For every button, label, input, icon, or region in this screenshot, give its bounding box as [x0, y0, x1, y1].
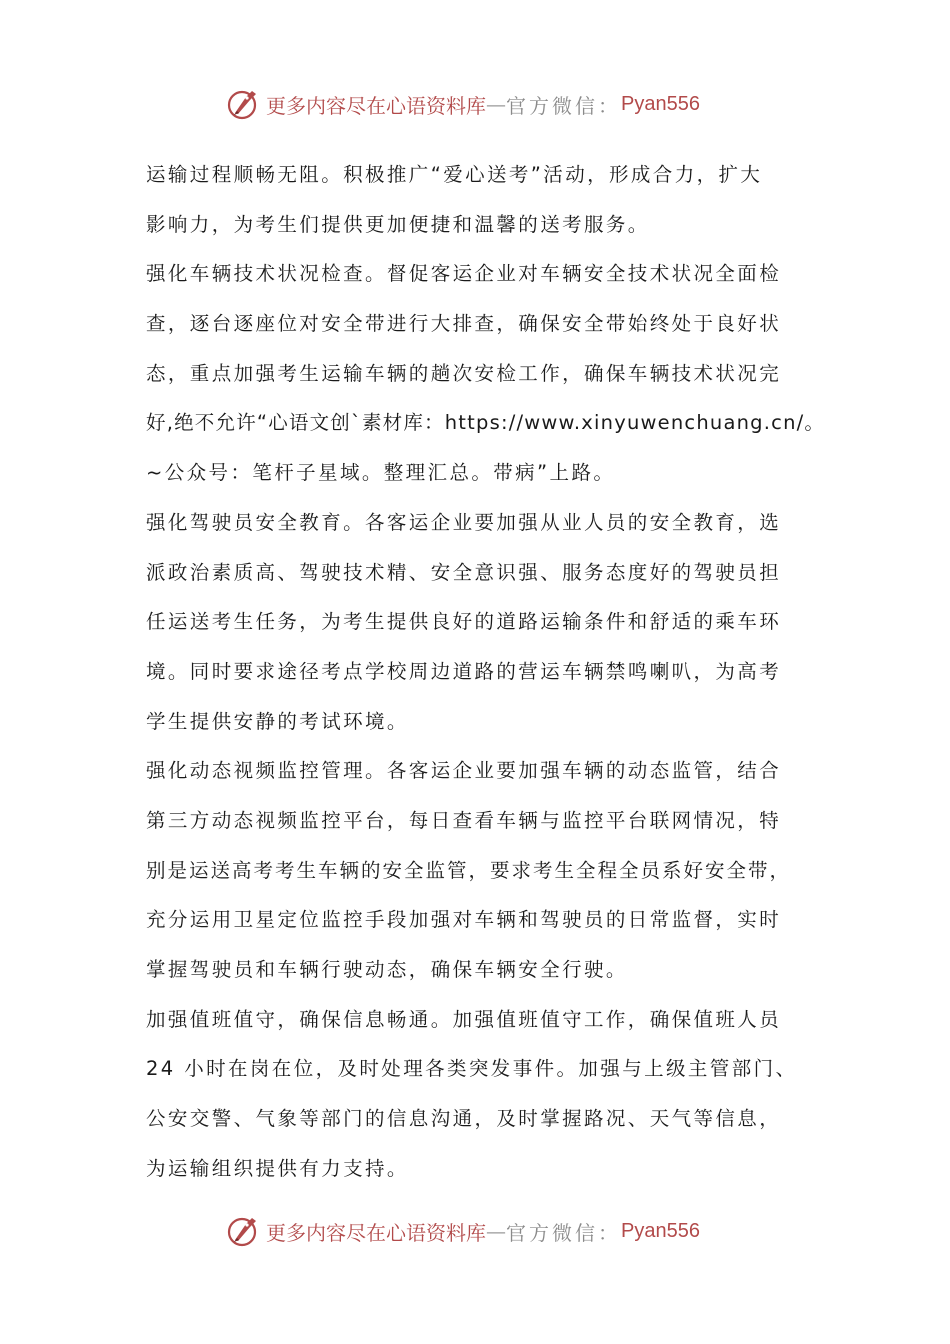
text-line: 充分运用卫星定位监控手段加强对车辆和驾驶员的日常监督，实时	[146, 908, 782, 932]
text-line: 学生提供安静的考试环境。	[146, 709, 409, 733]
text-line: 加强值班值守，确保信息畅通。加强值班值守工作，确保值班人员	[146, 1007, 782, 1031]
banner-wechat-id: Pyan556	[621, 92, 700, 115]
text-line: 掌握驾驶员和车辆行驶动态，确保车辆安全行驶。	[146, 958, 628, 981]
header-banner	[226, 84, 700, 124]
text-line: 任运送考生任务，为考生提供良好的道路运输条件和舒适的乘车环	[146, 610, 782, 634]
document-body	[146, 150, 826, 1193]
banner-main-text: 更多内容尽在心语资料库	[266, 93, 486, 118]
text-line: 影响力，为考生们提供更加便捷和温馨的送考服务。	[146, 212, 650, 236]
text-line: 24 小时在岗在位，及时处理各类突发事件。加强与上级主管部门、	[146, 1057, 798, 1081]
banner-dash: —	[486, 1219, 506, 1243]
text-line: 公安交警、气象等部门的信息沟通，及时掌握路况、天气等信息，	[146, 1107, 782, 1131]
banner-dash: —	[486, 92, 506, 116]
text-line: 查，逐台逐座位对安全带进行大排查，确保安全带始终处于良好状	[146, 312, 782, 336]
text-line: 派政治素质高、驾驶技术精、安全意识强、服务态度好的驾驶员担	[146, 560, 782, 584]
text-line: 强化驾驶员安全教育。各客运企业要加强从业人员的安全教育，选	[146, 510, 782, 534]
text-line: 别是运送高考考生车辆的安全监管，要求考生全程全员系好安全带，	[146, 858, 792, 882]
text-line: 第三方动态视频监控平台，每日查看车辆与监控平台联网情况，特	[146, 808, 782, 832]
banner-label: 官方微信：	[506, 93, 621, 118]
text-line: ~公众号：笔杆子星域。整理汇总。带病”上路。	[146, 461, 616, 485]
banner-wechat-id: Pyan556	[621, 1219, 700, 1242]
banner-main-text: 更多内容尽在心语资料库	[266, 1220, 486, 1245]
footer-banner	[226, 1211, 700, 1251]
text-line: 强化车辆技术状况检查。督促客运企业对车辆安全技术状况全面检	[146, 262, 782, 286]
pen-nib-logo-icon	[226, 1213, 262, 1249]
banner-label: 官方微信：	[506, 1220, 621, 1245]
pen-nib-logo-icon	[226, 86, 262, 122]
text-line: 态，重点加强考生运输车辆的趟次安检工作，确保车辆技术状况完	[146, 361, 782, 385]
text-line: 好,绝不允许“心语文创`素材库：https://www.xinyuwenchuang.cn/。	[146, 411, 826, 435]
text-line: 运输过程顺畅无阻。积极推广“爱心送考”活动，形成合力，扩大	[146, 163, 763, 186]
text-line: 强化动态视频监控管理。各客运企业要加强车辆的动态监管，结合	[146, 759, 782, 783]
text-line: 境。同时要求途径考点学校周边道路的营运车辆禁鸣喇叭，为高考	[146, 659, 782, 683]
text-line: 为运输组织提供有力支持。	[146, 1156, 409, 1180]
